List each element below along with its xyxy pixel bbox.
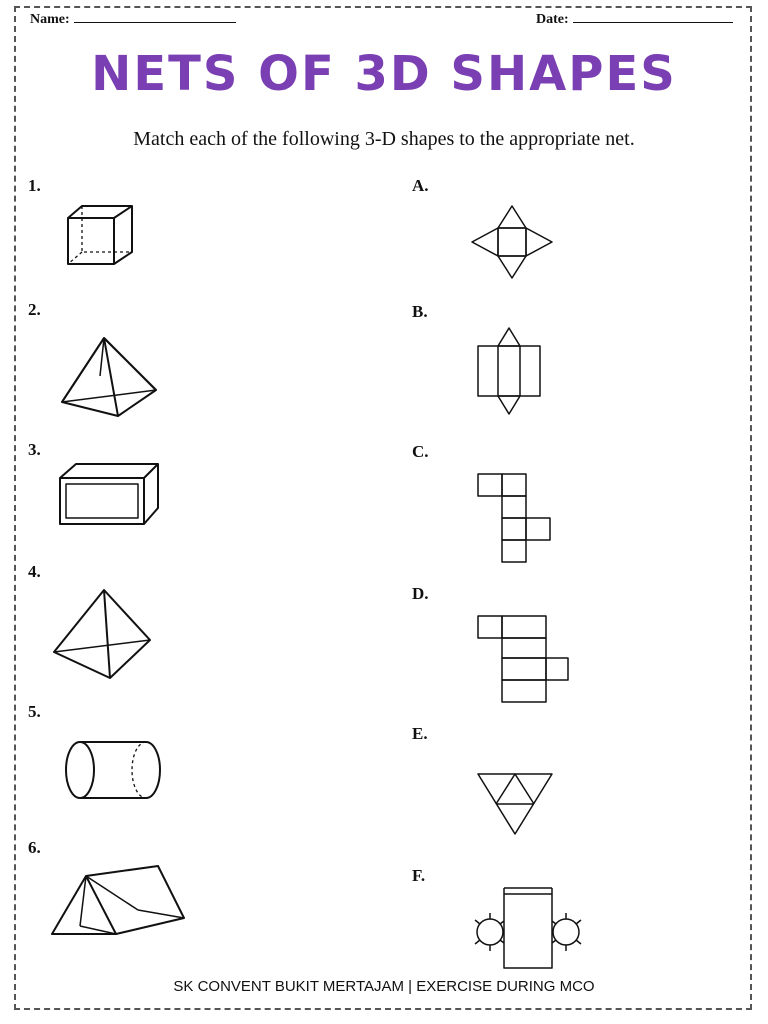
name-field[interactable] bbox=[30, 10, 236, 28]
triangular-prism-icon bbox=[50, 864, 188, 938]
shape-label-5: 5. bbox=[28, 702, 41, 721]
cylinder-icon bbox=[64, 740, 164, 802]
name-line[interactable] bbox=[74, 10, 236, 23]
instruction-text: Match each of the following 3-D shapes to the appropriate net. bbox=[133, 128, 635, 150]
footer-text: SK CONVENT BUKIT MERTAJAM | EXERCISE DURING MCO bbox=[173, 978, 595, 995]
net-label-c: C. bbox=[412, 442, 429, 461]
cube-net-icon bbox=[476, 472, 556, 564]
shape-label-1: 1. bbox=[28, 176, 41, 195]
net-label-d: D. bbox=[412, 584, 429, 603]
date-field[interactable] bbox=[536, 10, 733, 28]
square-pyramid-net-icon bbox=[470, 204, 556, 280]
tetrahedron-net-icon bbox=[476, 772, 556, 838]
cylinder-net-icon bbox=[472, 886, 588, 970]
date-line[interactable] bbox=[573, 10, 733, 23]
triangular-pyramid-icon bbox=[52, 588, 152, 680]
date-label: Date: bbox=[536, 12, 569, 27]
rectangular-prism-icon bbox=[58, 462, 160, 526]
page-title: NETS OF 3D SHAPES bbox=[91, 46, 677, 102]
rectangular-prism-net-icon bbox=[476, 614, 574, 704]
net-label-a: A. bbox=[412, 176, 429, 195]
name-label: Name: bbox=[30, 12, 70, 27]
square-pyramid-icon bbox=[60, 336, 160, 420]
triangular-prism-net-icon bbox=[476, 326, 544, 416]
cube-icon bbox=[66, 204, 136, 266]
shape-label-6: 6. bbox=[28, 838, 41, 857]
net-label-b: B. bbox=[412, 302, 428, 321]
shape-label-4: 4. bbox=[28, 562, 41, 581]
shape-label-3: 3. bbox=[28, 440, 41, 459]
net-label-f: F. bbox=[412, 866, 426, 885]
shape-label-2: 2. bbox=[28, 300, 41, 319]
net-label-e: E. bbox=[412, 724, 428, 743]
